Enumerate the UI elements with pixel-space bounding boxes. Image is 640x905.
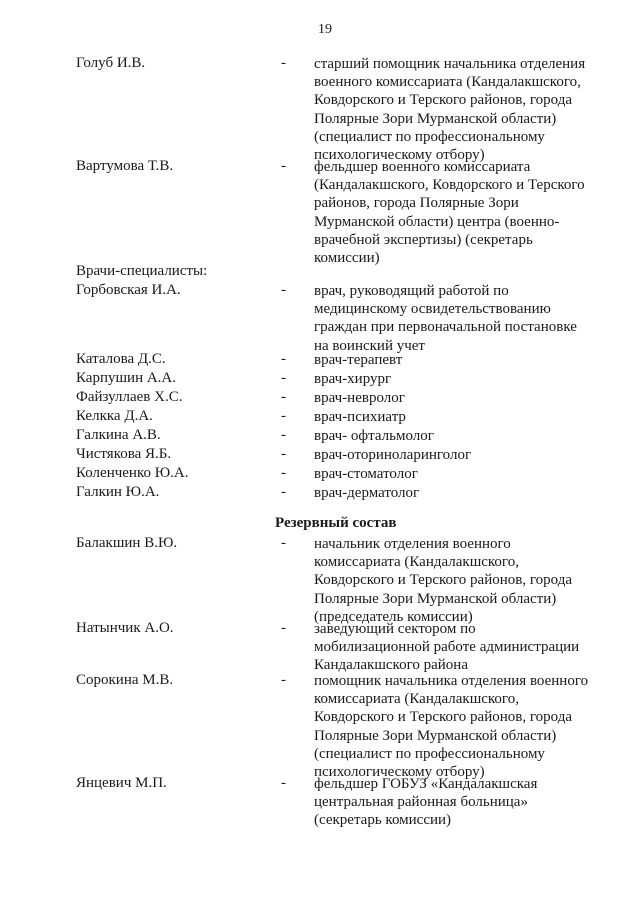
dash: - <box>281 282 286 298</box>
doctors-label: Врачи-специалисты: <box>76 263 208 279</box>
role-line: Полярные Зори Мурманской области) <box>314 727 557 744</box>
role-line: Полярные Зори Мурманской области) <box>314 110 557 127</box>
member-name: Вартумова Т.В. <box>76 158 174 174</box>
reserve-role <box>314 672 604 781</box>
doctor-role: врач-хирург <box>314 371 392 387</box>
doctor-name: Галкина А.В. <box>76 427 161 443</box>
doctor-name: Каталова Д.С. <box>76 351 166 367</box>
role-line: старший помощник начальника отделения <box>314 56 586 72</box>
dash: - <box>281 427 286 443</box>
reserve-name: Балакшин В.Ю. <box>76 535 178 551</box>
role-line: Полярные Зори Мурманской области) <box>314 590 557 607</box>
doctor-name: Файзуллаев Х.С. <box>76 389 183 405</box>
dash: - <box>281 351 286 367</box>
doctor-name: Галкин Ю.А. <box>76 484 160 500</box>
role-line: граждан при первоначальной постановке <box>314 319 577 336</box>
dash: - <box>281 775 286 791</box>
role-line: районов, города Полярные Зори <box>314 195 519 212</box>
reserve-name: Сорокина М.В. <box>76 672 174 688</box>
reserve-role <box>314 620 604 675</box>
role-line: заведующий сектором по <box>314 621 476 637</box>
doctor-name: Коленченко Ю.А. <box>76 465 189 481</box>
doctor-role: врач-невролог <box>314 390 405 406</box>
role-line: центральная районная больница» <box>314 794 528 811</box>
dash: - <box>281 465 286 481</box>
dash: - <box>281 389 286 405</box>
role-line: Ковдорского и Терского районов, города <box>314 709 572 726</box>
role-line: (специалист по профессиональному <box>314 745 545 762</box>
doctor-role: врач-дерматолог <box>314 485 420 501</box>
doctor-name: Чистякова Я.Б. <box>76 446 172 462</box>
role-line: Мурманской области) центра (военно- <box>314 213 560 230</box>
dash: - <box>281 446 286 462</box>
role-line: (специалист по профессиональному <box>314 128 545 145</box>
role-line: комиссариата (Кандалакшского, <box>314 691 519 708</box>
doctor-role: врач- офтальмолог <box>314 428 434 444</box>
reserve-name: Натынчик А.О. <box>76 620 174 636</box>
doctor-role: врач-оториноларинголог <box>314 447 472 463</box>
dash: - <box>281 370 286 386</box>
doctor-role <box>314 282 604 355</box>
role-line: фельдшер военного комиссариата <box>314 159 531 175</box>
role-line: медицинскому освидетельствованию <box>314 301 551 318</box>
role-line: (секретарь комиссии) <box>314 812 452 829</box>
doctor-name: Карпушин А.А. <box>76 370 177 386</box>
reserve-role <box>314 535 604 626</box>
role-line: врачебной экспертизы) (секретарь <box>314 231 533 248</box>
member-name: Голуб И.В. <box>76 55 146 71</box>
doctor-name: Горбовская И.А. <box>76 282 181 298</box>
role-line: Ковдорского и Терского районов, города <box>314 92 572 109</box>
role-line: Ковдорского и Терского районов, города <box>314 572 572 589</box>
dash: - <box>281 408 286 424</box>
doctor-role: врач-психиатр <box>314 409 406 425</box>
reserve-role <box>314 775 604 830</box>
doctor-name: Келкка Д.А. <box>76 408 153 424</box>
doctor-role: врач-терапевт <box>314 352 403 368</box>
dash: - <box>281 484 286 500</box>
role-line: мобилизационной работе администрации <box>314 639 580 656</box>
dash: - <box>281 55 286 71</box>
role-line: военного комиссариата (Кандалакшского, <box>314 74 581 91</box>
role-line: психологическому отбору) <box>314 764 485 781</box>
role-line: на воинский учет <box>314 337 425 354</box>
role-line: врач, руководящий работой по <box>314 283 509 299</box>
role-line: комиссариата (Кандалакшского, <box>314 554 519 571</box>
member-role <box>314 158 604 267</box>
reserve-name: Янцевич М.П. <box>76 775 167 791</box>
role-line: комиссии) <box>314 250 380 267</box>
role-line: помощник начальника отделения военного <box>314 673 589 689</box>
dash: - <box>281 672 286 688</box>
dash: - <box>281 535 286 551</box>
dash: - <box>281 158 286 174</box>
member-role <box>314 55 604 164</box>
role-line: психологическому отбору) <box>314 147 485 164</box>
role-line: фельдшер ГОБУЗ «Кандалакшская <box>314 776 538 792</box>
page-number: 19 <box>318 22 332 37</box>
role-line: (Кандалакшского, Ковдорского и Терского <box>314 177 585 194</box>
role-line: начальник отделения военного <box>314 536 511 552</box>
doctor-role: врач-стоматолог <box>314 466 418 482</box>
reserve-heading: Резервный состав <box>275 515 397 531</box>
role-line: (председатель комиссии) <box>314 608 473 625</box>
dash: - <box>281 620 286 636</box>
role-line: Кандалакшского района <box>314 657 468 674</box>
